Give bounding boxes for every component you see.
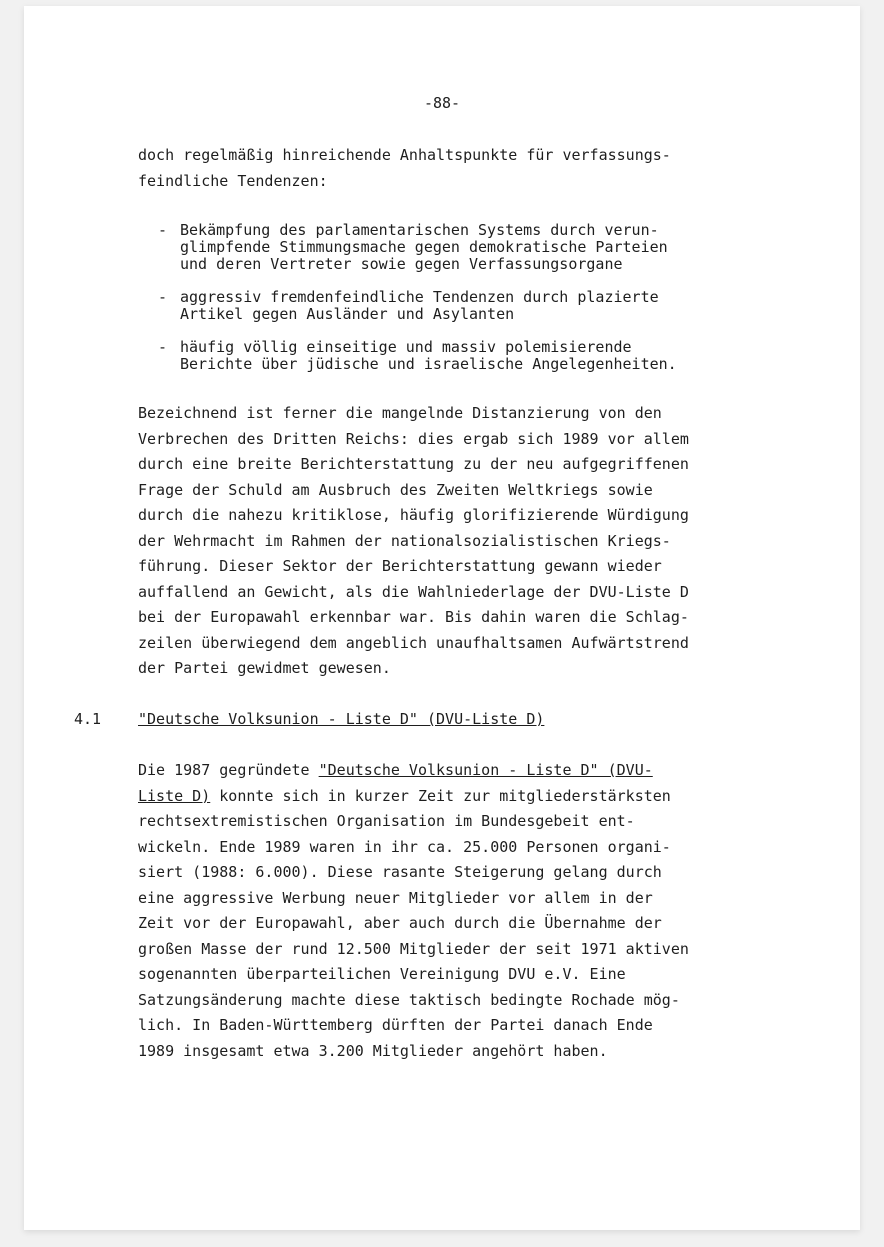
text-line: eine aggressive Werbung neuer Mitglieder vor allem in der [138, 888, 653, 907]
text-segment: Die 1987 gegründete [138, 761, 319, 779]
text-line: Verbrechen des Dritten Reichs: dies ergab sich 1989 vor allem [138, 429, 689, 448]
section-paragraph [138, 758, 798, 1064]
underlined-party-name: Liste D) [138, 786, 211, 805]
text-line: sogenannten überparteilichen Vereinigung DVU e.V. Eine [138, 965, 626, 983]
text-line: auffallend an Gewicht, als die Wahlniederlage der DVU-Liste D [138, 582, 689, 601]
bullet-item [158, 222, 778, 273]
text-line: Satzungsänderung machte diese taktisch bedingte Rochade mög- [138, 990, 680, 1009]
text-line: Artikel gegen Ausländer und Asylanten [180, 305, 515, 323]
text-line: aggressiv fremdenfeindliche Tendenzen durch plazierte [180, 288, 659, 306]
text-line: feindliche Tendenzen: [138, 171, 328, 190]
text-line: wickeln. Ende 1989 waren in ihr ca. 25.000 Personen organi- [138, 837, 671, 856]
section-number: 4.1 [74, 710, 102, 728]
section-heading [74, 708, 774, 730]
bullet-dash: - [158, 221, 168, 239]
text-line: Bekämpfung des parlamentarischen Systems durch verun- [180, 221, 659, 239]
section-title: "Deutsche Volksunion - Liste D" (DVU-Liste D) [138, 710, 545, 728]
document-page [24, 6, 860, 1230]
text-line: lich. In Baden-Württemberg dürften der Partei danach Ende [138, 1016, 653, 1034]
text-line: Berichte über jüdische und israelische Angelegenheiten. [180, 355, 677, 373]
text-line: durch die nahezu kritiklose, häufig glorifizierende Würdigung [138, 506, 689, 524]
underlined-party-name: "Deutsche Volksunion - Liste D" (DVU- [318, 761, 653, 779]
text-line: 1989 insgesamt etwa 3.200 Mitglieder angehört haben. [138, 1041, 608, 1060]
body-paragraph [138, 401, 798, 682]
text-line: der Wehrmacht im Rahmen der nationalsozialistischen Kriegs- [138, 531, 671, 550]
text-segment: konnte sich in kurzer Zeit zur mitgliederstärksten [210, 786, 671, 805]
text-line: Frage der Schuld am Ausbruch des Zweiten Weltkriegs sowie [138, 480, 653, 499]
text-line: und deren Vertreter sowie gegen Verfassungsorgane [180, 255, 623, 273]
page-number: -88- [423, 94, 461, 112]
intro-text [138, 143, 778, 194]
text-line: Bezeichnend ist ferner die mangelnde Distanzierung von den [138, 404, 662, 422]
text-line: rechtsextremistischen Organisation im Bundesgebeit ent- [138, 812, 635, 830]
text-line: siert (1988: 6.000). Diese rasante Steigerung gelang durch [138, 863, 662, 881]
bullet-item [158, 339, 778, 373]
text-line: bei der Europawahl erkennbar war. Bis dahin waren die Schlag- [138, 608, 689, 626]
bullet-dash: - [158, 288, 168, 306]
text-line: durch eine breite Berichterstattung zu der neu aufgegriffenen [138, 455, 689, 473]
text-line [138, 784, 798, 810]
bullet-list [158, 222, 778, 389]
text-line [138, 758, 798, 784]
text-line: führung. Dieser Sektor der Berichterstattung gewann wieder [138, 557, 662, 575]
text-line: großen Masse der rund 12.500 Mitglieder der seit 1971 aktiven [138, 939, 689, 958]
text-line: doch regelmäßig hinreichende Anhaltspunkte für verfassungs- [138, 146, 671, 164]
bullet-item [158, 289, 778, 323]
bullet-dash: - [158, 338, 168, 356]
text-line: häufig völlig einseitige und massiv polemisierende [180, 338, 632, 356]
text-line: glimpfende Stimmungsmache gegen demokratische Parteien [180, 238, 668, 256]
text-line: der Partei gewidmet gewesen. [138, 659, 391, 677]
text-line: zeilen überwiegend dem angeblich unaufhaltsamen Aufwärtstrend [138, 633, 689, 652]
text-line: Zeit vor der Europawahl, aber auch durch die Übernahme der [138, 914, 662, 932]
